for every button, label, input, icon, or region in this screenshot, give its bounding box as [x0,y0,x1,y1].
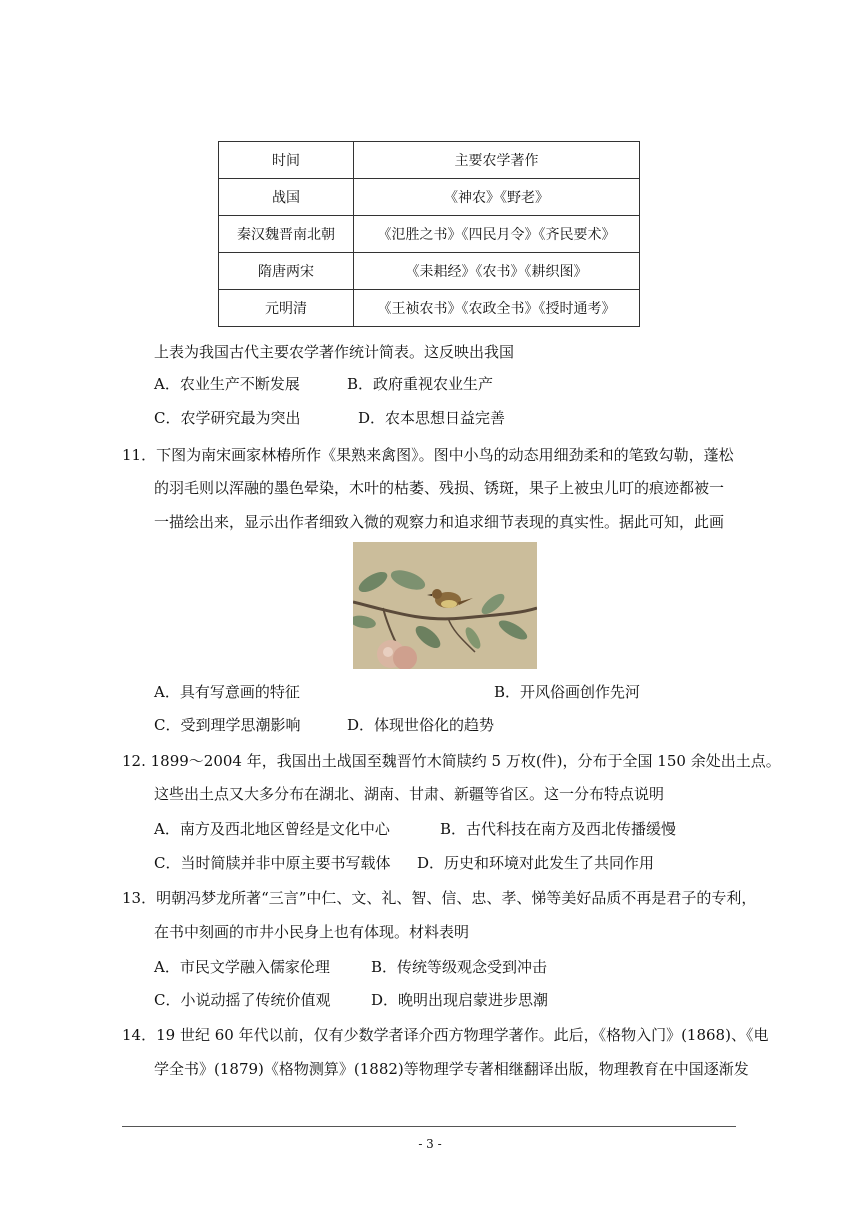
q14-stem-line1: 14．19 世纪 60 年代以前，仅有少数学者译介西方物理学著作。此后，《格物入门》(1868)、《电 [122,1026,769,1044]
table-header-cell: 主要农学著作 [354,142,640,179]
q12-option-c[interactable]: C．当时简牍并非中原主要书写载体 [154,854,391,872]
q14-stem-line2: 学全书》(1879)《格物测算》(1882)等物理学专著相继翻译出版，物理教育在中国逐渐发 [154,1060,749,1078]
page-number: - 3 - [418,1137,442,1151]
q11-stem-line3: 一描绘出来，显示出作者细致入微的观察力和追求细节表现的真实性。据此可知，此画 [154,513,725,531]
table-row [219,216,640,253]
table-cell-period: 元明清 [219,290,354,327]
q12-option-d[interactable]: D．历史和环境对此发生了共同作用 [417,854,655,872]
table-cell-period: 隋唐两宋 [219,253,354,290]
table-cell-works: 《神农》《野老》 [354,179,640,216]
table-row [219,253,640,290]
q10-stem: 上表为我国古代主要农学著作统计简表。这反映出我国 [154,343,515,361]
agricultural-works-table [218,141,640,327]
table-row [219,179,640,216]
q10-option-c[interactable]: C．农学研究最为突出 [154,409,301,427]
q13-stem-line1: 13．明朝冯梦龙所著“三言”中仁、文、礼、智、信、忠、孝、悌等美好品质不再是君子的专利， [122,889,757,907]
table-cell-period: 战国 [219,179,354,216]
q10-option-b[interactable]: B．政府重视农业生产 [347,375,494,393]
q13-option-d[interactable]: D．晚明出现启蒙进步思潮 [371,991,549,1009]
q12-stem-line2: 这些出土点又大多分布在湖北、湖南、甘肃、新疆等省区。这一分布特点说明 [154,785,665,803]
q12-option-b[interactable]: B．古代科技在南方及西北传播缓慢 [440,820,677,838]
q11-option-c[interactable]: C．受到理学思潮影响 [154,716,301,734]
painting-fruit-and-bird-image [353,542,537,669]
q10-option-a[interactable]: A．农业生产不断发展 [154,375,300,393]
q13-option-b[interactable]: B．传统等级观念受到冲击 [371,958,548,976]
table-header-row [219,142,640,179]
q12-stem-line1: 12. 1899～2004 年，我国出土战国至魏晋竹木简牍约 5 万枚(件)，分布于全国 150 余处出土点。 [122,752,781,770]
q12-option-a[interactable]: A．南方及西北地区曾经是文化中心 [154,820,390,838]
table-cell-works: 《氾胜之书》《四民月令》《齐民要术》 [354,216,640,253]
q13-option-c[interactable]: C．小说动摇了传统价值观 [154,991,331,1009]
bird-on-branch-illustration [353,542,537,669]
table-cell-works: 《耒耜经》《农书》《耕织图》 [354,253,640,290]
table-cell-works: 《王祯农书》《农政全书》《授时通考》 [354,290,640,327]
table-row [219,290,640,327]
q11-option-b[interactable]: B．开风俗画创作先河 [494,683,641,701]
q11-stem-line1: 11．下图为南宋画家林椿所作《果熟来禽图》。图中小鸟的动态用细劲柔和的笔致勾勒，蓬松 [122,446,734,464]
footer-divider [122,1126,736,1127]
q13-stem-line2: 在书中刻画的市井小民身上也有体现。材料表明 [154,923,470,941]
table-header-cell: 时间 [219,142,354,179]
q11-stem-line2: 的羽毛则以浑融的墨色晕染，木叶的枯萎、残损、锈斑，果子上被虫儿叮的痕迹都被一 [154,479,725,497]
q13-option-a[interactable]: A．市民文学融入儒家伦理 [154,958,330,976]
q10-option-d[interactable]: D．农本思想日益完善 [358,409,506,427]
table-cell-period: 秦汉魏晋南北朝 [219,216,354,253]
q11-option-d[interactable]: D．体现世俗化的趋势 [347,716,495,734]
q11-option-a[interactable]: A．具有写意画的特征 [154,683,300,701]
